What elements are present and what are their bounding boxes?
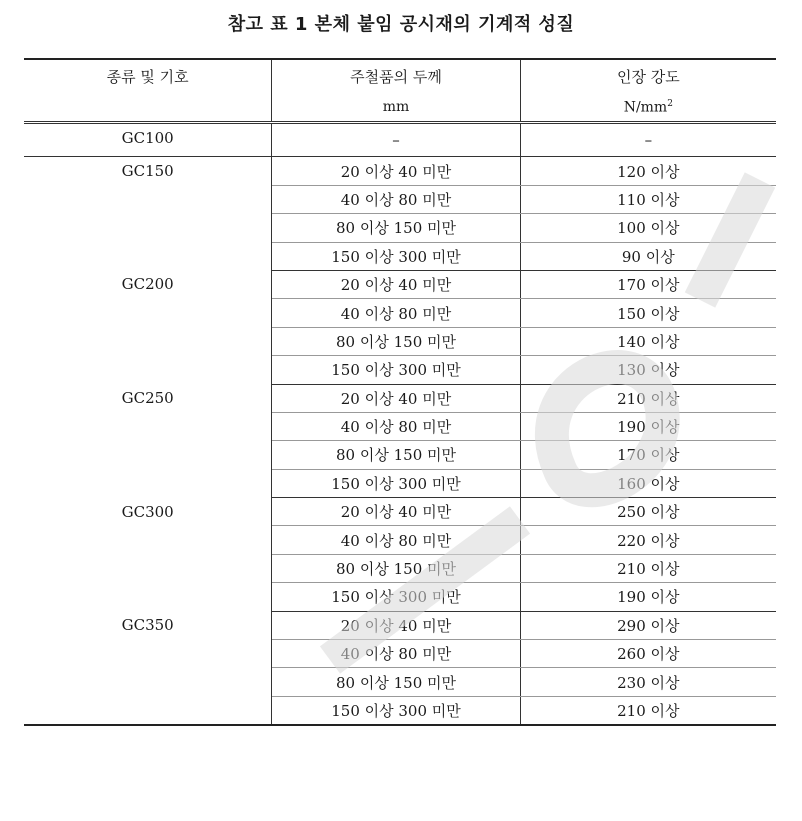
- thickness-cell: 150 이상 300 미만: [272, 356, 520, 384]
- strength-cell: 140 이상: [520, 327, 776, 355]
- header-thickness: 주철품의 두께: [272, 59, 520, 93]
- thickness-cell: 20 이상 40 미만: [272, 270, 520, 298]
- strength-cell: 190 이상: [520, 412, 776, 440]
- table-row: [24, 157, 776, 185]
- thickness-cell: 40 이상 80 미만: [272, 299, 520, 327]
- table-row: [24, 123, 776, 157]
- strength-cell: 230 이상: [520, 668, 776, 696]
- grade-cell: GC150: [24, 157, 272, 271]
- table-row: [24, 611, 776, 639]
- thickness-cell: 80 이상 150 미만: [272, 214, 520, 242]
- strength-cell: 260 이상: [520, 640, 776, 668]
- table-row: [24, 270, 776, 298]
- unit-base: N/mm: [623, 99, 668, 116]
- header-strength-unit: [520, 93, 776, 123]
- thickness-cell: 40 이상 80 미만: [272, 412, 520, 440]
- thickness-cell: 40 이상 80 미만: [272, 640, 520, 668]
- table-row: [24, 384, 776, 412]
- thickness-cell: 80 이상 150 미만: [272, 327, 520, 355]
- strength-cell: 130 이상: [520, 356, 776, 384]
- strength-cell: 210 이상: [520, 554, 776, 582]
- thickness-cell: 80 이상 150 미만: [272, 668, 520, 696]
- strength-cell: 170 이상: [520, 441, 776, 469]
- thickness-cell: 20 이상 40 미만: [272, 498, 520, 526]
- strength-cell: 210 이상: [520, 384, 776, 412]
- thickness-cell: 150 이상 300 미만: [272, 469, 520, 497]
- header-grade-unit: [24, 93, 272, 123]
- mechanical-properties-table: [24, 58, 776, 726]
- header-tensile-strength: 인장 강도: [616, 68, 680, 86]
- thickness-cell: 20 이상 40 미만: [272, 157, 520, 185]
- grade-cell: GC250: [24, 384, 272, 498]
- strength-cell: 210 이상: [520, 696, 776, 725]
- strength-cell: –: [520, 123, 776, 157]
- header-thickness-unit: mm: [272, 93, 520, 123]
- grade-cell: GC200: [24, 270, 272, 384]
- header-grade: 종류 및 기호: [24, 59, 272, 93]
- table-row: [24, 498, 776, 526]
- strength-cell: 290 이상: [520, 611, 776, 639]
- thickness-cell: 150 이상 300 미만: [272, 583, 520, 611]
- unit-superscript: 2: [667, 98, 673, 109]
- strength-cell: 150 이상: [520, 299, 776, 327]
- thickness-cell: 20 이상 40 미만: [272, 384, 520, 412]
- strength-cell: 250 이상: [520, 498, 776, 526]
- strength-cell: 110 이상: [520, 185, 776, 213]
- grade-cell: GC350: [24, 611, 272, 725]
- thickness-cell: 150 이상 300 미만: [272, 242, 520, 270]
- strength-cell: 170 이상: [520, 270, 776, 298]
- thickness-cell: 20 이상 40 미만: [272, 611, 520, 639]
- strength-cell: 100 이상: [520, 214, 776, 242]
- thickness-cell: 80 이상 150 미만: [272, 441, 520, 469]
- table-body: [24, 123, 776, 726]
- thickness-cell: 40 이상 80 미만: [272, 185, 520, 213]
- thickness-cell: 150 이상 300 미만: [272, 696, 520, 725]
- strength-cell: 160 이상: [520, 469, 776, 497]
- strength-cell: 120 이상: [520, 157, 776, 185]
- strength-cell: 220 이상: [520, 526, 776, 554]
- grade-cell: GC300: [24, 498, 272, 612]
- table-title: 참고 표 1 본체 붙임 공시재의 기계적 성질: [227, 14, 575, 35]
- grade-cell: GC100: [24, 123, 272, 157]
- thickness-cell: –: [272, 123, 520, 157]
- thickness-cell: 40 이상 80 미만: [272, 526, 520, 554]
- thickness-cell: 80 이상 150 미만: [272, 554, 520, 582]
- strength-cell: 190 이상: [520, 583, 776, 611]
- strength-cell: 90 이상: [520, 242, 776, 270]
